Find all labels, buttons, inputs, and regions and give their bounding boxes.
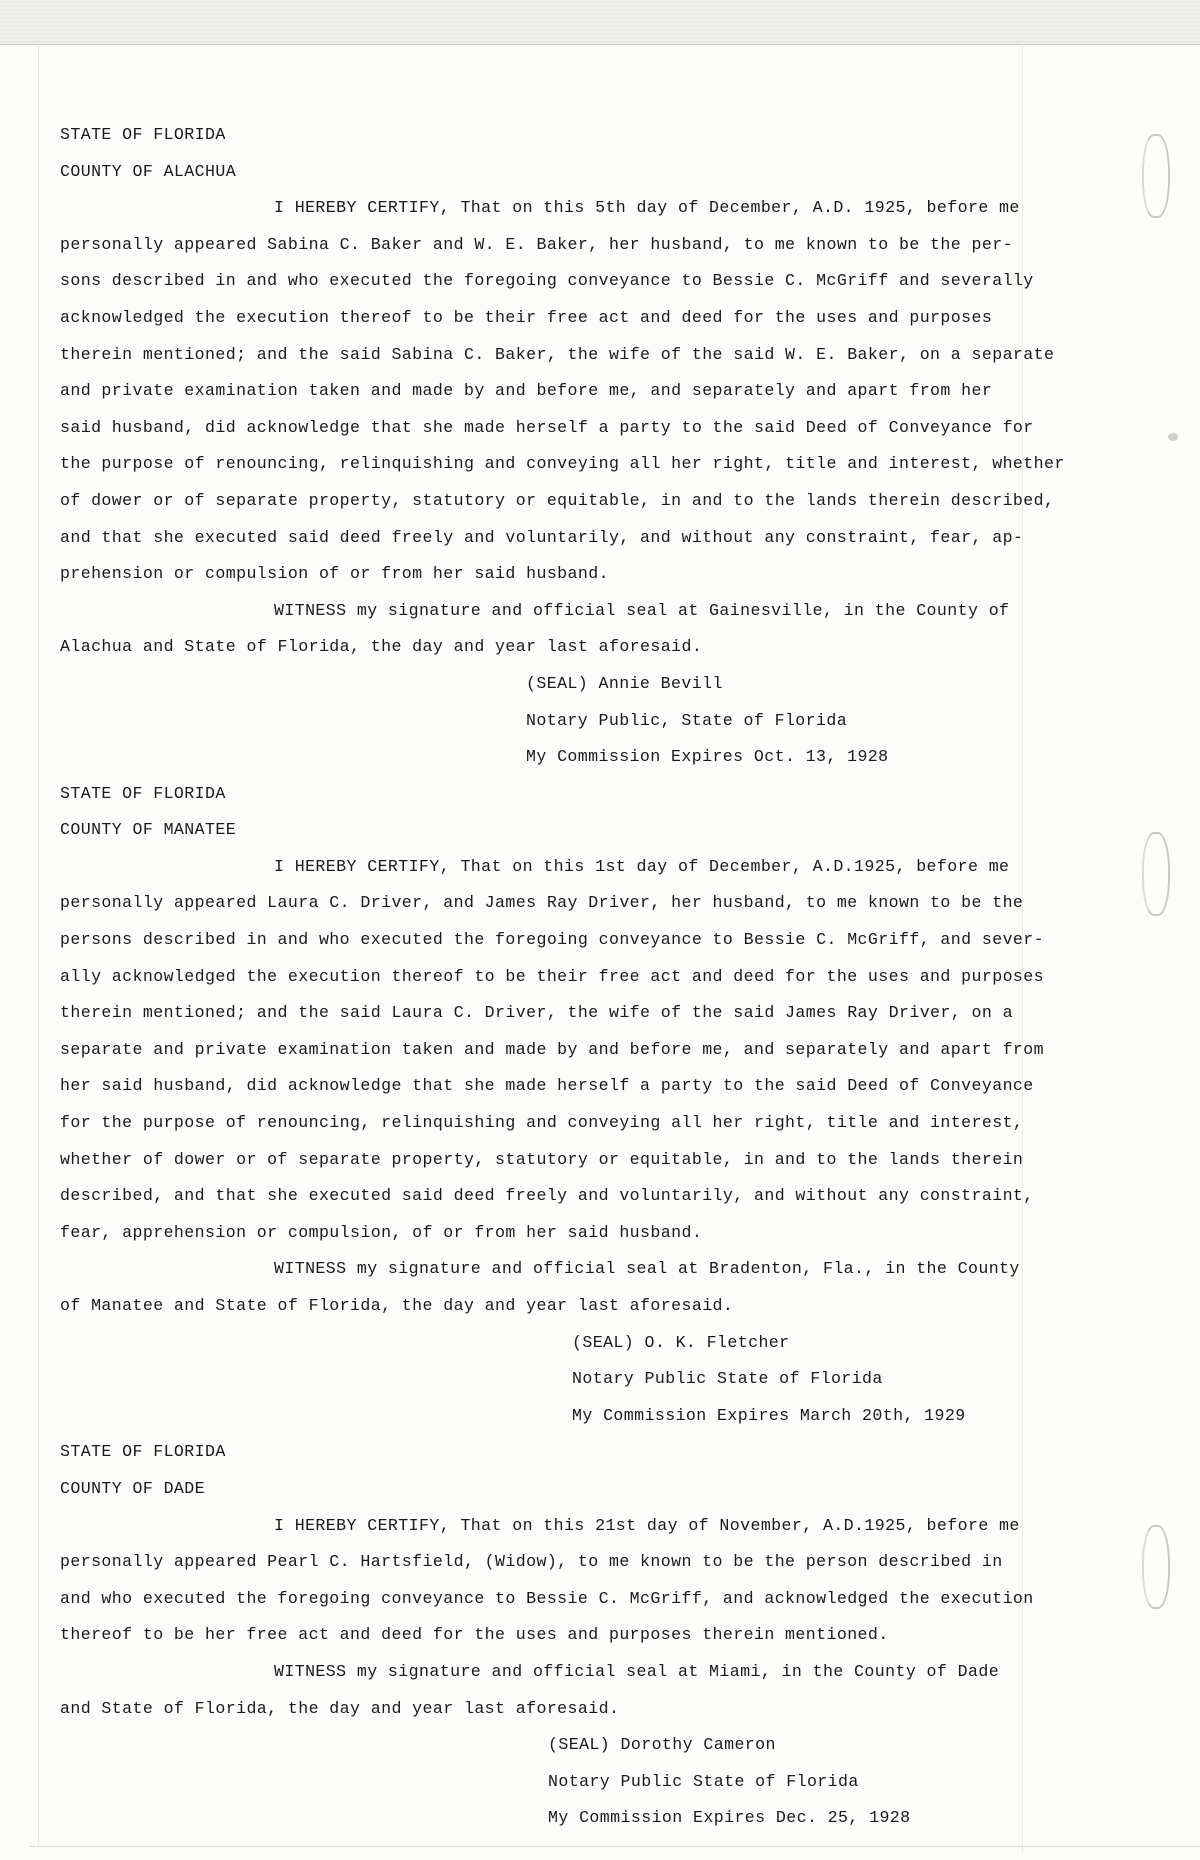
witness-line: WITNESS my signature and official seal at Miami, in the County of Dade: [274, 1661, 1000, 1681]
witness-line: WITNESS my signature and official seal at Gainesville, in the County of: [274, 600, 1010, 620]
margin-line-left: [38, 44, 39, 1844]
body-line: persons described in and who executed the foregoing conveyance to Bessie C. McGriff, and sever-: [60, 930, 1044, 950]
body-line: her said husband, did acknowledge that she made herself a party to the said Deed of Conveyance: [60, 1076, 1034, 1096]
commission-expiry: My Commission Expires Oct. 13, 1928: [526, 747, 889, 767]
body-line: thereof to be her free act and deed for the uses and purposes therein mentioned.: [60, 1625, 889, 1645]
seal-signature: (SEAL) Dorothy Cameron: [548, 1735, 776, 1755]
commission-expiry: My Commission Expires Dec. 25, 1928: [548, 1808, 911, 1828]
binder-hole-bottom: [1142, 1525, 1170, 1609]
body-line: whether of dower or of separate property, statutory or equitable, in and to the lands therein: [60, 1149, 1024, 1169]
notary-title: Notary Public State of Florida: [572, 1369, 883, 1389]
body-line: the purpose of renouncing, relinquishing and conveying all her right, title and interest, whether: [60, 454, 1065, 474]
witness-line: of Manatee and State of Florida, the day and year last aforesaid.: [60, 1296, 734, 1315]
witness-line: and State of Florida, the day and year last aforesaid.: [60, 1698, 620, 1718]
county-heading: COUNTY OF MANATEE: [60, 820, 237, 840]
body-line: prehension or compulsion of or from her said husband.: [60, 564, 609, 584]
seal-signature: (SEAL) Annie Bevill: [526, 673, 723, 693]
body-line: of dower or of separate property, statutory or equitable, in and to the lands therein described,: [60, 490, 1055, 510]
certify-line: I HEREBY CERTIFY, That on this 21st day of November, A.D.1925, before me: [274, 1515, 1020, 1535]
body-line: and that she executed said deed freely and voluntarily, and without any constraint, fear, ap-: [60, 527, 1024, 547]
body-line: ally acknowledged the execution thereof to be their free act and deed for the uses and purposes: [60, 966, 1044, 986]
county-heading: COUNTY OF DADE: [60, 1478, 206, 1498]
certificate-alachua: [60, 117, 1065, 776]
body-line: personally appeared Pearl C. Hartsfield, (Widow), to me known to be the person described in: [60, 1552, 1003, 1572]
state-heading: STATE OF FLORIDA: [60, 125, 226, 144]
state-heading: STATE OF FLORIDA: [60, 1442, 226, 1462]
seal-signature: (SEAL) O. K. Fletcher: [572, 1332, 790, 1352]
document-text: [60, 117, 1065, 1837]
body-line: and private examination taken and made by and before me, and separately and apart from her: [60, 381, 993, 401]
page-top-edge: [0, 0, 1200, 45]
body-line: personally appeared Laura C. Driver, and James Ray Driver, her husband, to me known to be the: [60, 893, 1024, 913]
body-line: and who executed the foregoing conveyance to Bessie C. McGriff, and acknowledged the execution: [60, 1588, 1034, 1608]
body-line: separate and private examination taken and made by and before me, and separately and apart from: [60, 1039, 1044, 1059]
body-line: for the purpose of renouncing, relinquishing and conveying all her right, title and interest,: [60, 1113, 1024, 1133]
paper-speck: [1168, 433, 1178, 441]
certify-line: I HEREBY CERTIFY, That on this 1st day of December, A.D.1925, before me: [274, 856, 1010, 876]
certify-line: I HEREBY CERTIFY, That on this 5th day of December, A.D. 1925, before me: [274, 198, 1020, 218]
body-line: personally appeared Sabina C. Baker and W. E. Baker, her husband, to me known to be the per-: [60, 234, 1013, 254]
body-line: acknowledged the execution thereof to be their free act and deed for the uses and purposes: [60, 307, 993, 327]
body-line: therein mentioned; and the said Sabina C. Baker, the wife of the said W. E. Baker, on a separate: [60, 344, 1055, 364]
certificate-dade: [60, 1434, 1040, 1837]
body-line: described, and that she executed said deed freely and voluntarily, and without any constraint,: [60, 1186, 1034, 1206]
state-heading: STATE OF FLORIDA: [60, 783, 226, 803]
certificate-manatee: [60, 776, 1044, 1435]
body-line: sons described in and who executed the foregoing conveyance to Bessie C. McGriff and severally: [60, 271, 1034, 291]
binder-hole-top: [1142, 134, 1170, 218]
body-line: fear, apprehension or compulsion, of or from her said husband.: [60, 1222, 703, 1242]
page-bottom-edge: [30, 1846, 1200, 1847]
county-heading: COUNTY OF ALACHUA: [60, 161, 237, 181]
witness-line: Alachua and State of Florida, the day and year last aforesaid.: [60, 637, 703, 657]
body-line: said husband, did acknowledge that she made herself a party to the said Deed of Conveyance for: [60, 417, 1034, 437]
witness-line: WITNESS my signature and official seal at Bradenton, Fla., in the County: [274, 1259, 1020, 1279]
notary-title: Notary Public State of Florida: [548, 1771, 859, 1791]
binder-hole-middle: [1142, 832, 1170, 916]
commission-expiry: My Commission Expires March 20th, 1929: [572, 1405, 966, 1425]
body-line: therein mentioned; and the said Laura C. Driver, the wife of the said James Ray Driver, on a: [60, 1003, 1013, 1023]
notary-title: Notary Public, State of Florida: [526, 710, 848, 730]
